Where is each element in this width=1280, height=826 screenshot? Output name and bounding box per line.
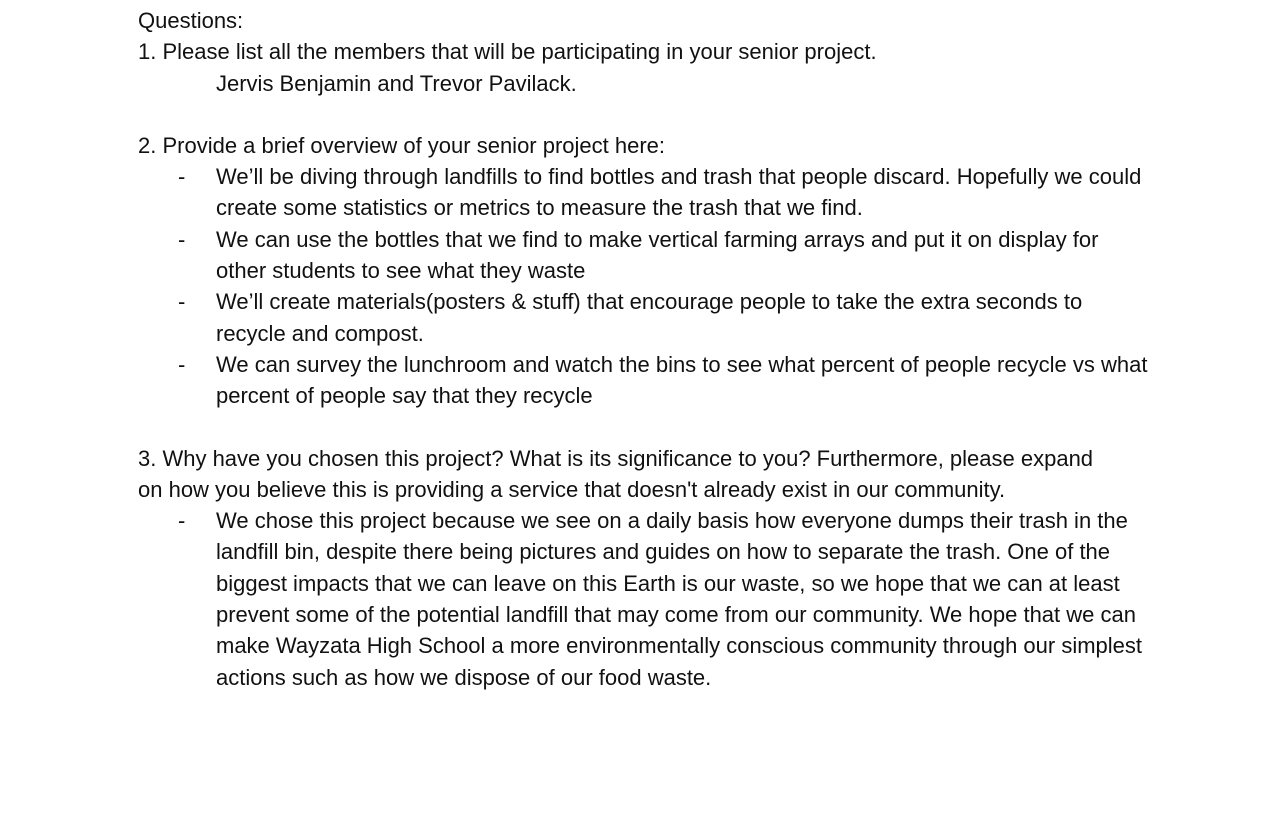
bullet-dash: - bbox=[178, 164, 186, 190]
bullet-text: We can survey the lunchroom and watch the bins to see what percent of people recycle vs what percent of people say that they recycle bbox=[216, 351, 1148, 409]
bullet-dash: - bbox=[178, 351, 186, 377]
bullet-text: We’ll create materials(posters & stuff) that encourage people to take the extra seconds to recycle and compost. bbox=[216, 289, 1083, 346]
answer-1: Jervis Benjamin and Trevor Pavilack. bbox=[216, 70, 577, 96]
bullet-text: We can use the bottles that we find to make vertical farming arrays and put it on display for other students to see what they waste bbox=[216, 226, 1099, 284]
overview-bullet-list bbox=[138, 161, 1168, 411]
bullet-dash: - bbox=[178, 289, 186, 315]
document-body bbox=[138, 5, 1168, 693]
list-item bbox=[138, 286, 1148, 349]
spacer bbox=[138, 99, 1168, 130]
list-item bbox=[138, 161, 1148, 224]
spacer bbox=[138, 412, 1168, 443]
list-item bbox=[138, 349, 1148, 412]
questions-heading: Questions: bbox=[138, 8, 244, 33]
bullet-text: We’ll be diving through landfills to find bottles and trash that people discard. Hopefully we could create some statistics or metrics to measure the trash that we find. bbox=[216, 164, 1142, 221]
bullet-dash: - bbox=[178, 508, 186, 534]
significance-bullet-list bbox=[138, 505, 1168, 693]
question-3: 3. Why have you chosen this project? What is its significance to you? Furthermore, please expand on how you believe this is providing a service that doesn't already exist in our community. bbox=[138, 445, 1094, 502]
list-item bbox=[138, 505, 1148, 693]
question-1: 1. Please list all the members that will be participating in your senior project. bbox=[138, 39, 877, 65]
question-2: 2. Provide a brief overview of your senior project here: bbox=[138, 132, 666, 158]
list-item bbox=[138, 224, 1148, 287]
bullet-text: We chose this project because we see on a daily basis how everyone dumps their trash in the landfill bin, despite there being pictures and guides on how to separate the trash. One of the biggest impacts that we can leave on this Earth is our waste, so we hope that we can at least prevent some of the potential landfill that may come from our community. We hope that we can make Wayzata High School a more environmentally conscious community through our simplest actions such as how we dispose of our food waste. bbox=[216, 508, 1143, 690]
bullet-dash: - bbox=[178, 226, 186, 252]
